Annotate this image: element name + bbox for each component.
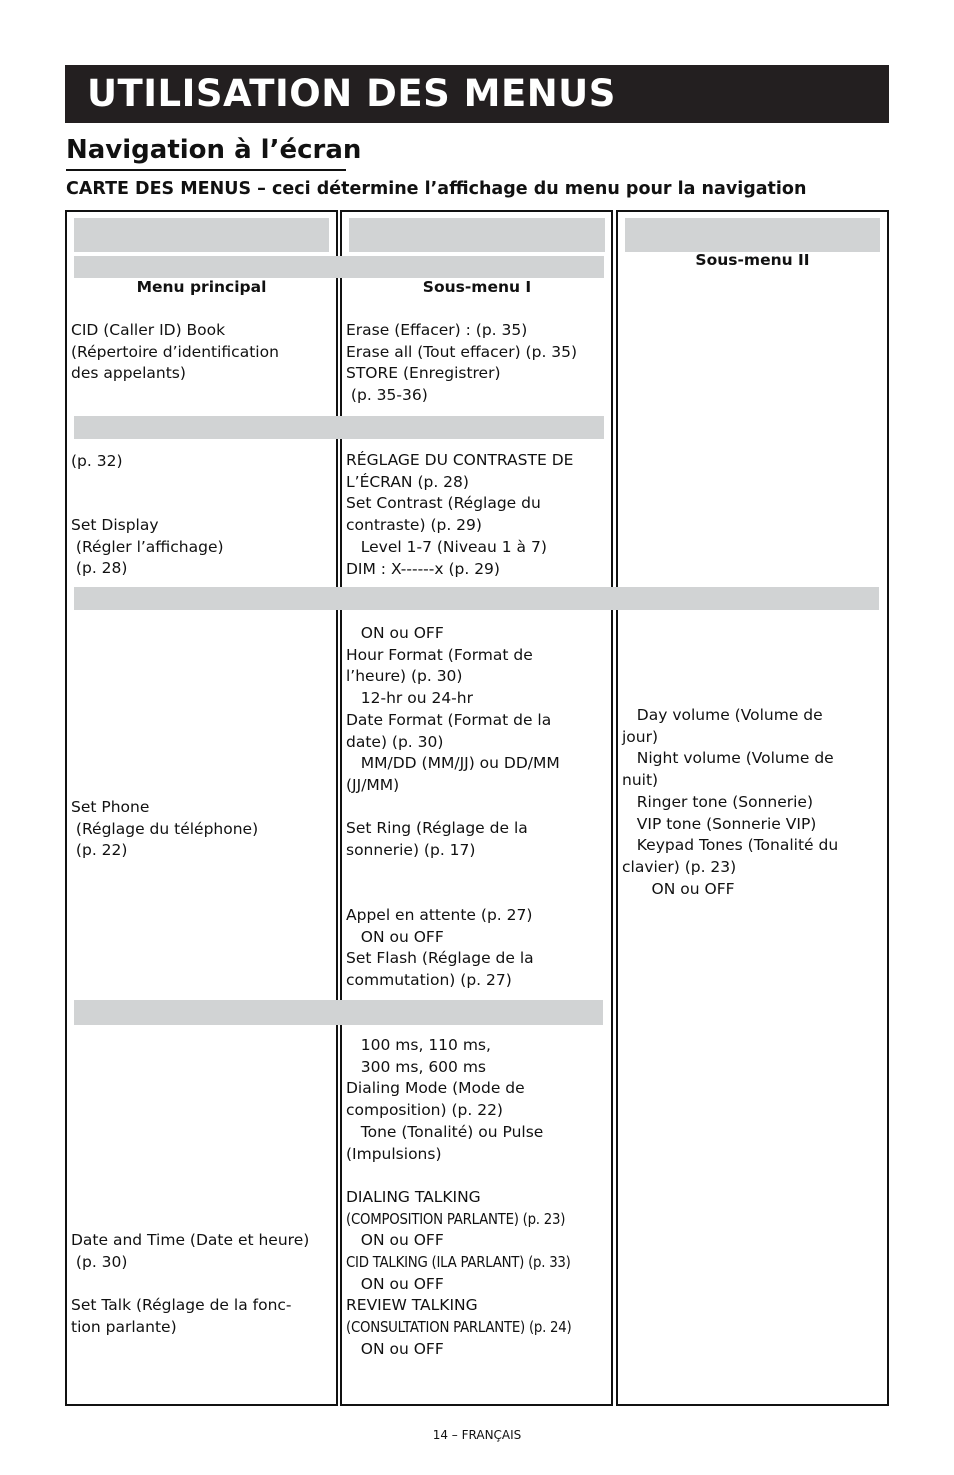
sub1-dialing-talking: DIALING TALKING xyxy=(346,1188,481,1206)
sub1-on-off-3: ON ou OFF xyxy=(346,1340,444,1358)
sub1-dialing-talking-sub: (COMPOSITION PARLANTE) (p. 23) xyxy=(346,1210,566,1228)
main-set-talk: Set Talk (Réglage de la fonc- tion parlante) xyxy=(71,1296,292,1336)
header-shade-main xyxy=(74,218,329,252)
row-shade-2 xyxy=(74,416,604,439)
header-main-menu: Menu principal xyxy=(136,278,267,296)
page-footer: 14 – FRANÇAIS xyxy=(432,1428,522,1442)
main-page-ref: (p. 32) xyxy=(71,452,123,470)
sub1-cid-talking: CID TALKING (ILA PARLANT) (p. 33) xyxy=(346,1253,571,1271)
row-shade-1 xyxy=(74,256,604,278)
sub1-contrast: RÉGLAGE DU CONTRASTE DE L’ÉCRAN (p. 28) Set Contrast (Réglage du contraste) (p. 29) Level 1-7 (Niveau 1 à 7) DIM : X------x (p. 29) xyxy=(346,451,574,578)
section-title-underline xyxy=(66,169,346,171)
sub1-flash-dialing: 100 ms, 110 ms, 300 ms, 600 ms Dialing Mode (Mode de composition) (p. 22) Tone (Tonalité) ou Pulse (Impulsions) xyxy=(346,1036,544,1163)
header-submenu-1: Sous-menu I xyxy=(422,278,532,296)
row-shade-3 xyxy=(74,587,879,610)
page-banner xyxy=(65,65,889,123)
sub1-phone-settings: ON ou OFF Hour Format (Format de l’heure) (p. 30) 12-hr ou 24-hr Date Format (Format de la date) (p. 30) MM/DD (MM/JJ) ou DD/MM (JJ/MM) Set Ring (Réglage de la sonnerie) (p. 17) xyxy=(346,624,560,860)
sub1-call-waiting: Appel en attente (p. 27) ON ou OFF Set Flash (Réglage de la commutation) (p. 27) xyxy=(346,906,534,990)
header-shade-sub2 xyxy=(625,218,880,252)
section-subtitle: CARTE DES MENUS – ceci détermine l’affichage du menu pour la navigation xyxy=(66,179,807,199)
sub1-review-talking-sub: (CONSULTATION PARLANTE) (p. 24) xyxy=(346,1318,572,1336)
banner-title: UTILISATION DES MENUS xyxy=(87,72,616,115)
main-set-phone: Set Phone (Réglage du téléphone) (p. 22) xyxy=(71,798,259,860)
row-shade-4 xyxy=(74,1000,603,1025)
header-submenu-2: Sous-menu II xyxy=(695,251,810,269)
main-cid-book: CID (Caller ID) Book (Répertoire d’identification des appelants) xyxy=(71,321,279,383)
main-set-display: Set Display (Régler l’affichage) (p. 28) xyxy=(71,516,224,578)
sub1-on-off-1: ON ou OFF xyxy=(346,1231,444,1249)
sub1-erase-store: Erase (Effacer) : (p. 35) Erase all (Tout effacer) (p. 35) STORE (Enregistrer) (p. 35-36) xyxy=(346,321,578,405)
sub2-ring-settings: Day volume (Volume de jour) Night volume (Volume de nuit) Ringer tone (Sonnerie) VIP tone (Sonnerie VIP) Keypad Tones (Tonalité du clavier) (p. 23) ON ou OFF xyxy=(622,706,839,898)
main-date-time: Date and Time (Date et heure) (p. 30) xyxy=(71,1231,310,1271)
sub1-on-off-2: ON ou OFF xyxy=(346,1275,444,1293)
header-shade-sub1 xyxy=(349,218,605,252)
section-title: Navigation à l’écran xyxy=(66,135,362,165)
sub1-review-talking: REVIEW TALKING xyxy=(346,1296,478,1314)
